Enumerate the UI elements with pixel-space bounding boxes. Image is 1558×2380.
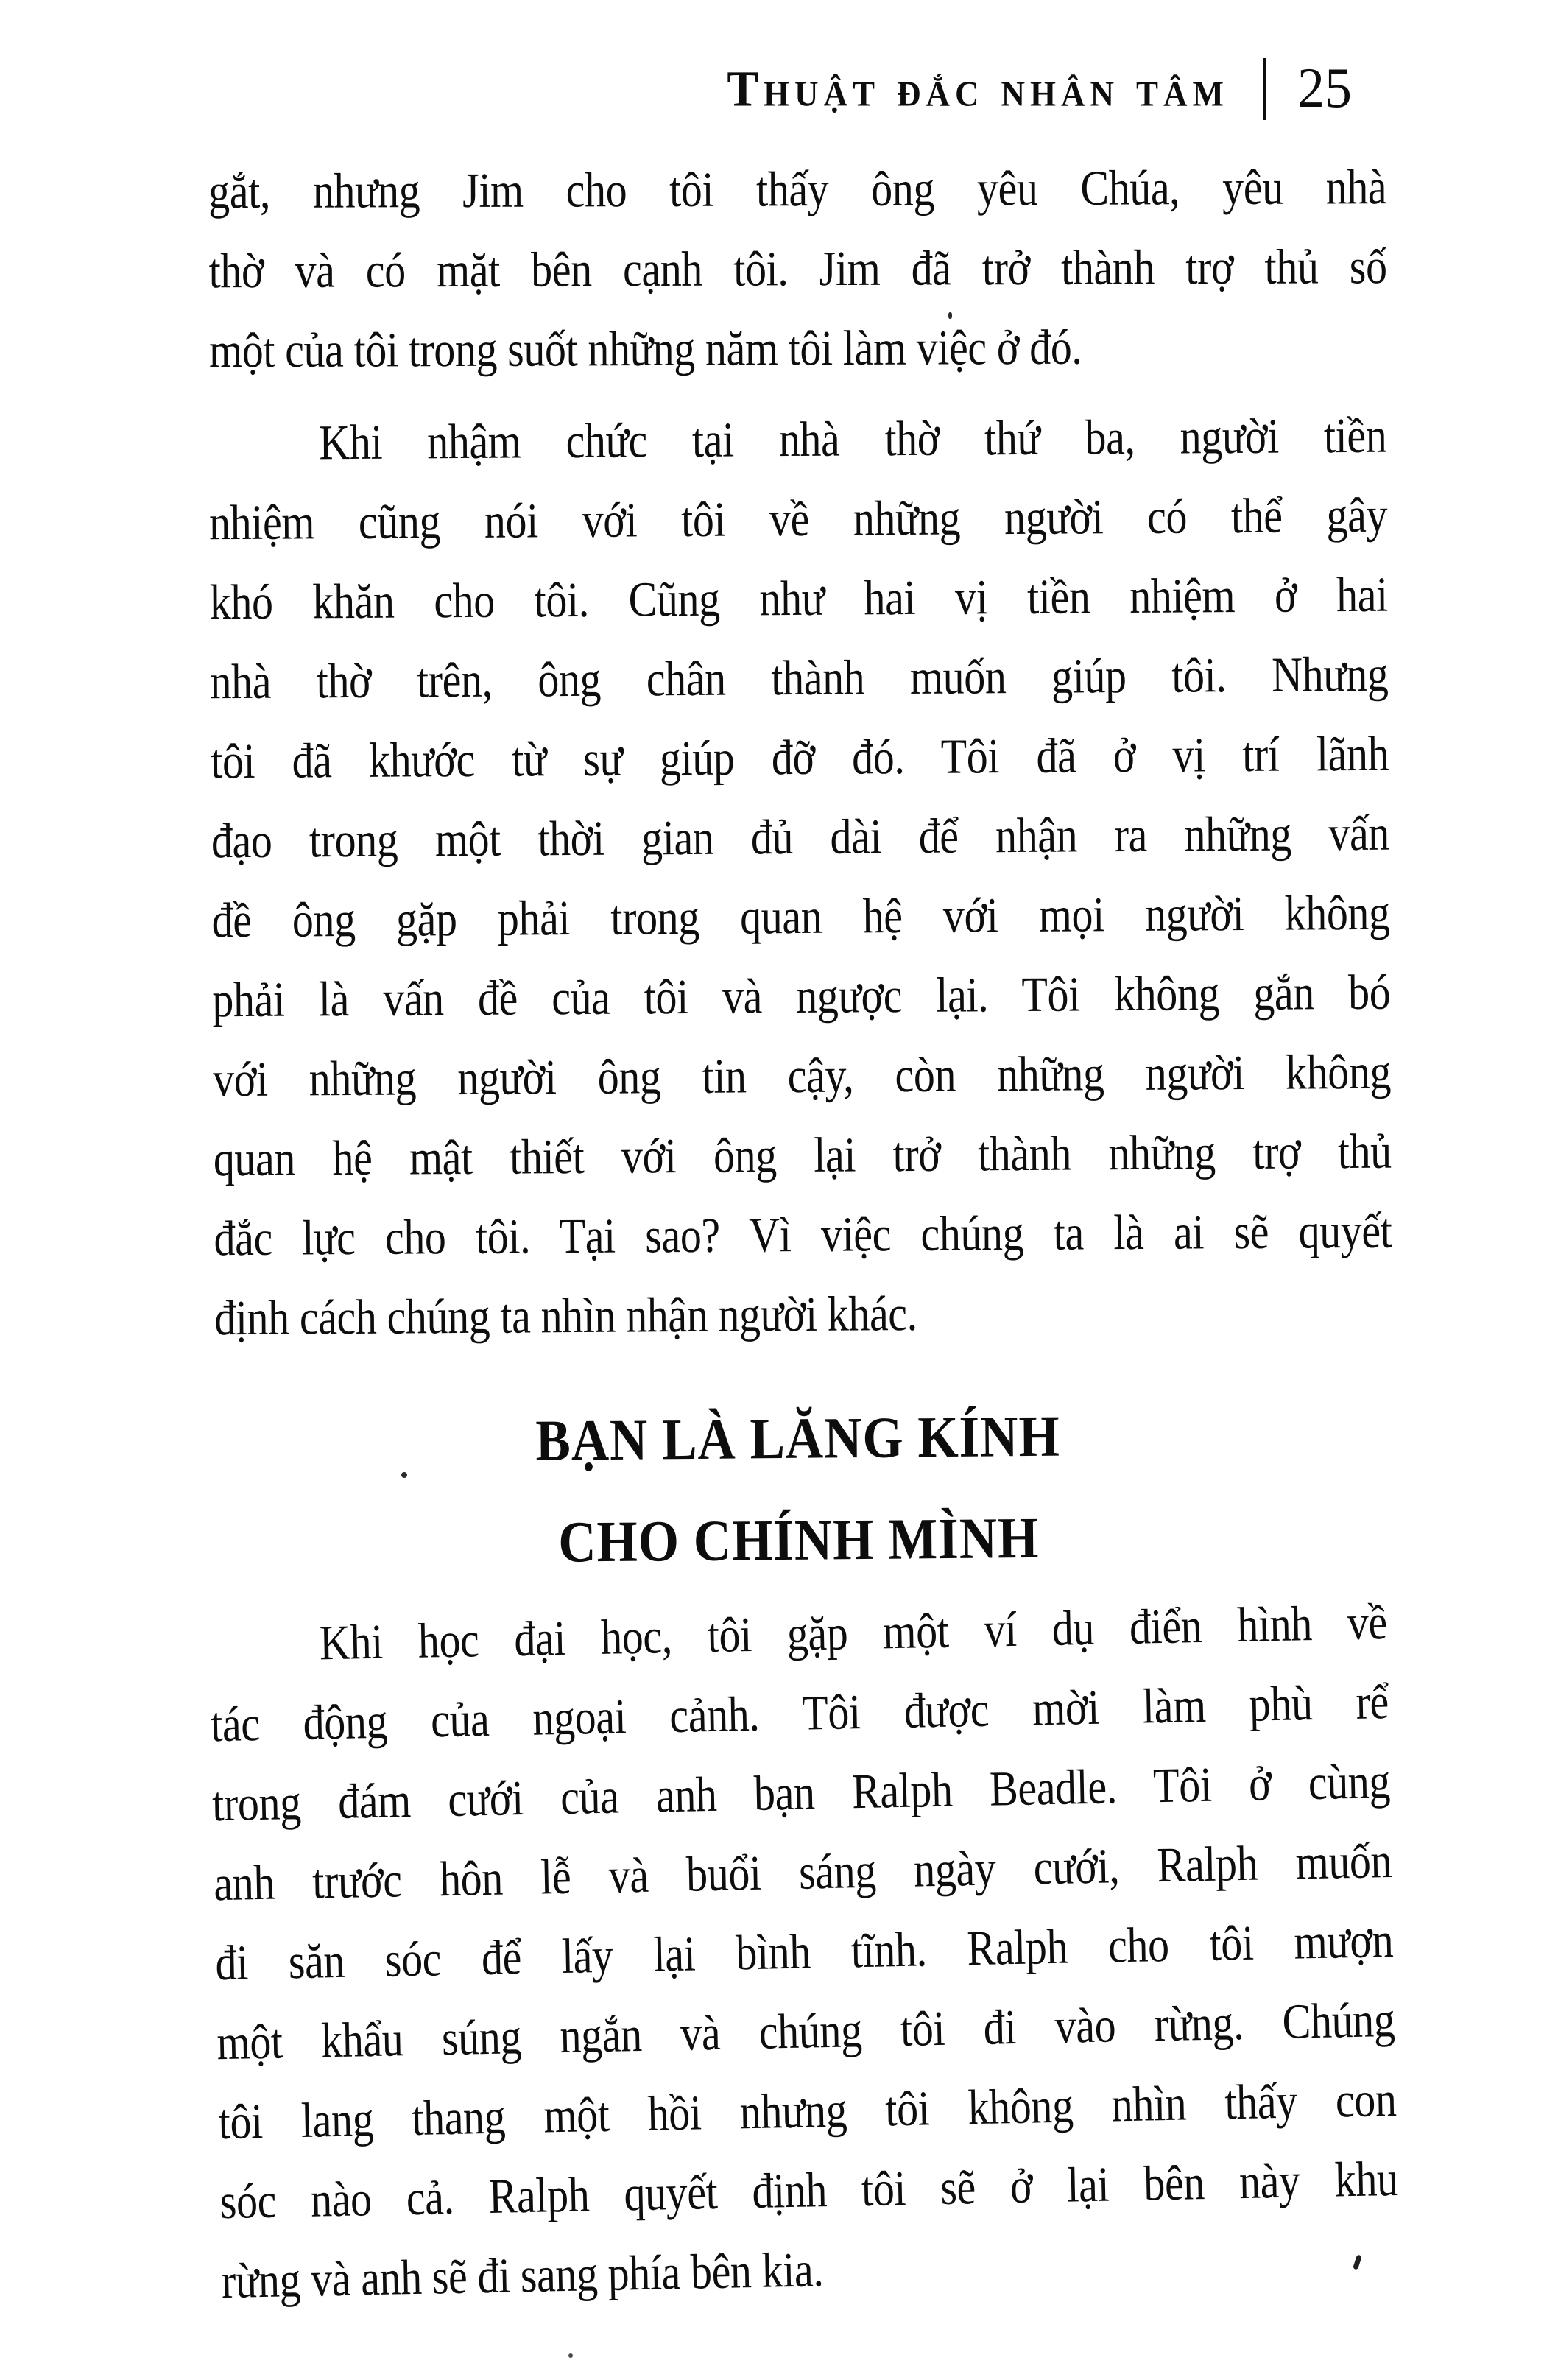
text-line: đề ông gặp phải trong quan hệ với mọi người không [211, 884, 1390, 948]
section-heading-line-2: CHO CHÍNH MÌNH [557, 1506, 1040, 1575]
paragraph-continuation [208, 149, 1387, 392]
text-line: gắt, nhưng Jim cho tôi thấy ông yêu Chúa, yêu nhà [208, 158, 1387, 219]
text-line: tác động của ngoại cảnh. Tôi được mời làm phù rể [210, 1673, 1389, 1753]
text-line: nhiệm cũng nói với tôi về những người có thể gây [208, 487, 1388, 551]
scan-speck [401, 1472, 407, 1478]
paragraph-third-church [208, 397, 1393, 1359]
text-line: tôi lang thang một hồi nhưng tôi không nhìn thấy con [217, 2071, 1397, 2150]
running-header-book-title: Thuật đắc nhân tâm [727, 60, 1229, 117]
page-number: 25 [1297, 56, 1352, 121]
text-line: tôi đã khước từ sự giúp đỡ đó. Tôi đã ở vị trí lãnh [210, 725, 1389, 789]
running-header [727, 57, 1352, 120]
text-line: đi săn sóc để lấy lại bình tĩnh. Ralph cho tôi mượn [214, 1912, 1394, 1991]
scan-speck [948, 312, 952, 319]
text-line: thờ và có mặt bên cạnh tôi. Jim đã trở thành trợ thủ số [208, 238, 1387, 299]
text-line: đắc lực cho tôi. Tại sao? Vì việc chúng ta là ai sẽ quyết [214, 1203, 1392, 1267]
text-line: định cách chúng ta nhìn nhận người khác. [214, 1285, 917, 1346]
text-line: Khi nhậm chức tại nhà thờ thứ ba, người tiền [319, 407, 1387, 471]
text-line: trong đám cưới của anh bạn Ralph Beadle. Tôi ở cùng [211, 1753, 1391, 1832]
text-line: đạo trong một thời gian đủ dài để nhận ra những vấn [211, 805, 1390, 869]
text-line: một khẩu súng ngắn và chúng tôi đi vào rừng. Chúng [216, 1991, 1395, 2071]
header-divider-bar [1263, 58, 1266, 120]
text-line: rừng và anh sẽ đi sang phía bên kia. [221, 2241, 825, 2309]
text-line: phải là vấn đề của tôi và ngược lại. Tôi không gắn bó [212, 964, 1391, 1028]
scan-speck [568, 2353, 573, 2358]
text-line: với những người ông tin cậy, còn những người không [212, 1043, 1392, 1108]
text-line: Khi học đại học, tôi gặp một ví dụ điển hình về [319, 1594, 1388, 1671]
text-line: anh trước hôn lễ và buổi sáng ngày cưới, Ralph muốn [213, 1832, 1392, 1912]
text-line: nhà thờ trên, ông chân thành muốn giúp tôi. Nhưng [210, 646, 1389, 710]
section-heading [208, 1383, 1388, 1596]
section-heading-line-1: BẠN LÀ LĂNG KÍNH [535, 1404, 1061, 1474]
text-line: khó khăn cho tôi. Cũng như hai vị tiền nhiệm ở hai [209, 566, 1388, 630]
paragraph-college-story [208, 1584, 1400, 2323]
text-line: quan hệ mật thiết với ông lại trở thành những trợ thủ [213, 1123, 1392, 1187]
text-line: sóc nào cả. Ralph quyết định tôi sẽ ở lại bên này khu [219, 2150, 1399, 2230]
text-line: một của tôi trong suốt những năm tôi làm việc ở đó. [208, 319, 1082, 379]
text-column [208, 153, 1399, 2323]
